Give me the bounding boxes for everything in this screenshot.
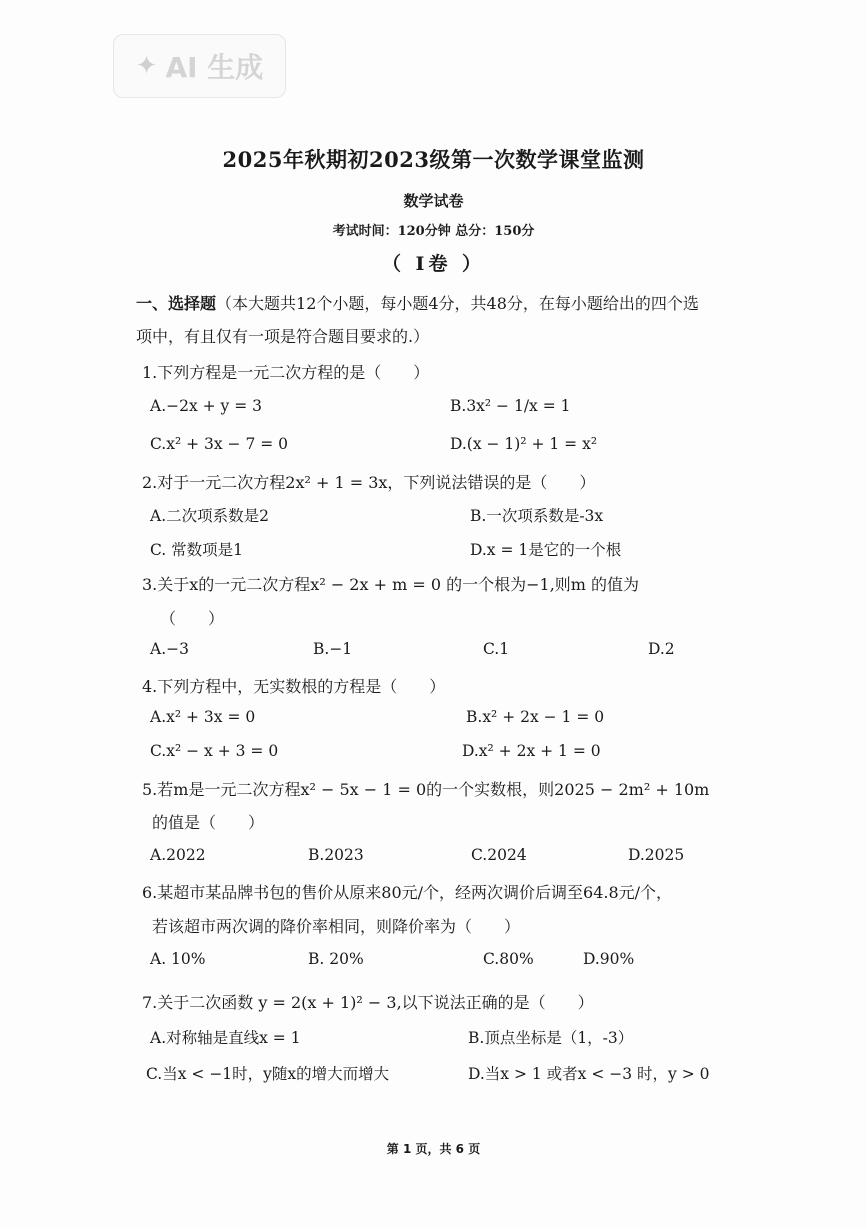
question-4-option-c: C.x² − x + 3 = 0 <box>150 742 279 760</box>
question-1-option-a: A.−2x + y = 3 <box>150 397 263 415</box>
question-4-option-d: D.x² + 2x + 1 = 0 <box>462 742 601 760</box>
section-title: 一、选择题 <box>136 294 217 313</box>
question-5-option-c: C.2024 <box>471 846 527 864</box>
section-note-line2: 项中，有且仅有一项是符合题目要求的.） <box>136 327 430 346</box>
question-1-option-c: C.x² + 3x − 7 = 0 <box>150 435 289 453</box>
question-6-option-b: B. 20% <box>308 950 364 968</box>
question-5-option-d: D.2025 <box>628 846 685 864</box>
section-note-line1: （本大题共12个小题，每小题4分，共48分，在每小题给出的四个选 <box>216 294 699 313</box>
question-7-stem: 7.关于二次函数 y = 2(x + 1)² − 3,以下说法正确的是（ ） <box>142 993 594 1012</box>
section-heading <box>136 291 699 314</box>
question-2-stem: 2.对于一元二次方程2x² + 1 = 3x，下列说法错误的是（ ） <box>142 473 596 492</box>
question-7-option-c: C.当x < −1时，y随x的增大而增大 <box>146 1065 390 1083</box>
question-7-option-a: A.对称轴是直线x = 1 <box>150 1029 301 1047</box>
question-6-option-d: D.90% <box>583 950 635 968</box>
question-1-stem: 1.下列方程是一元二次方程的是（ ） <box>142 363 430 382</box>
question-3-stem: 3.关于x的一元二次方程x² − 2x + m = 0 的一个根为−1,则m 的值为 <box>142 575 640 594</box>
question-1-option-d: D.(x − 1)² + 1 = x² <box>450 435 598 453</box>
question-6-option-c: C.80% <box>483 950 534 968</box>
exam-title: 2025年秋期初2023级第一次数学课堂监测 <box>222 147 645 172</box>
ai-generated-watermark <box>113 34 286 98</box>
question-3-stem-continued: （ ） <box>160 609 225 628</box>
question-3-option-c: C.1 <box>483 640 510 658</box>
question-3-option-b: B.−1 <box>313 640 353 658</box>
question-4-option-a: A.x² + 3x = 0 <box>150 708 256 726</box>
question-5-stem-continued: 的值是（ ） <box>152 813 265 832</box>
page-footer: 第 1 页，共 6 页 <box>386 1142 481 1156</box>
question-5-option-b: B.2023 <box>308 846 364 864</box>
question-5-stem: 5.若m是一元二次方程x² − 5x − 1 = 0的一个实数根，则2025 − 2m² + 10m <box>142 780 710 799</box>
question-1-option-b: B.3x² − 1/x = 1 <box>450 397 571 415</box>
question-2-option-c: C. 常数项是1 <box>150 541 244 559</box>
watermark-text: AI 生成 <box>165 51 264 84</box>
question-3-option-d: D.2 <box>648 640 675 658</box>
question-2-option-a: A.二次项系数是2 <box>150 507 269 525</box>
exam-info: 考试时间：120分钟 总分：150分 <box>332 224 535 239</box>
volume-label: （ Ⅰ卷 ） <box>381 253 486 275</box>
question-5-option-a: A.2022 <box>150 846 206 864</box>
question-6-stem-continued: 若该超市两次调的降价率相同，则降价率为（ ） <box>152 917 521 936</box>
question-3-option-a: A.−3 <box>150 640 189 658</box>
question-4-option-b: B.x² + 2x − 1 = 0 <box>466 708 605 726</box>
question-7-option-d: D.当x > 1 或者x < −3 时，y > 0 <box>468 1065 710 1083</box>
question-2-option-b: B.一次项系数是-3x <box>470 507 604 525</box>
exam-subtitle: 数学试卷 <box>403 192 464 210</box>
question-2-option-d: D.x = 1是它的一个根 <box>470 541 622 559</box>
sparkle-icon: ✦ <box>135 51 158 81</box>
question-4-stem: 4.下列方程中，无实数根的方程是（ ） <box>142 677 446 696</box>
question-6-stem: 6.某超市某品牌书包的售价从原来80元/个，经两次调价后调至64.8元/个， <box>142 883 673 902</box>
question-7-option-b: B.顶点坐标是（1，-3） <box>468 1029 634 1047</box>
question-6-option-a: A. 10% <box>150 950 206 968</box>
